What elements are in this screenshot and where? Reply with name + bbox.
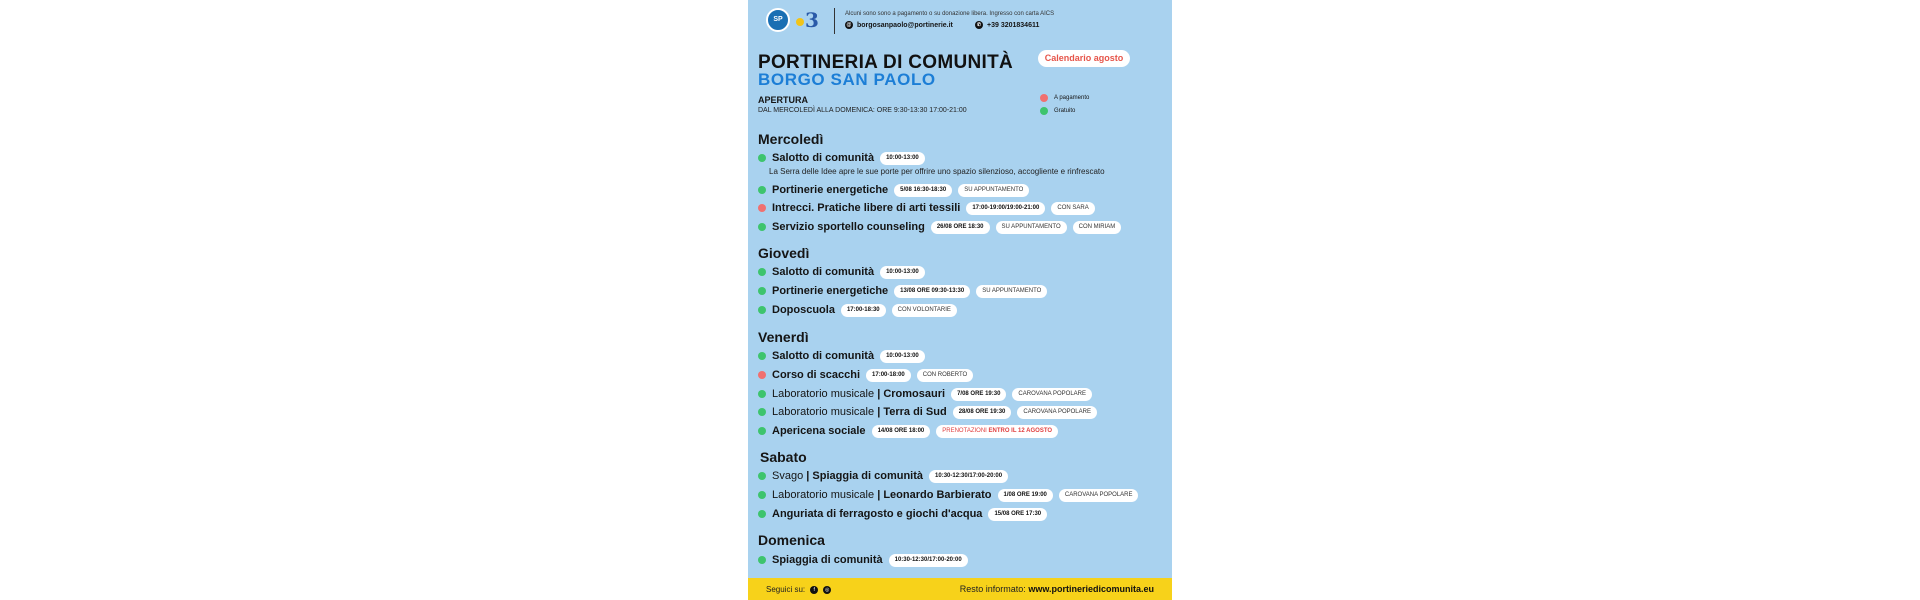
phone-text: +39 3201834611 bbox=[987, 21, 1040, 29]
event-tag: CON MIRIAM bbox=[1073, 221, 1122, 234]
event-row bbox=[758, 201, 1095, 215]
event-time: 10:00-13:00 bbox=[880, 350, 925, 363]
event-name: Portinerie energetiche bbox=[772, 285, 889, 297]
free-dot-icon bbox=[758, 472, 766, 480]
event-row bbox=[758, 183, 1029, 197]
email-contact[interactable] bbox=[845, 21, 953, 29]
event-time: 15/08 ORE 17:30 bbox=[988, 508, 1047, 521]
event-name: Doposcuola bbox=[772, 304, 835, 316]
legend-paid-label: A pagamento bbox=[1054, 95, 1090, 101]
event-time: 10:00-13:00 bbox=[880, 152, 925, 165]
legend-free-label: Gratuito bbox=[1054, 108, 1076, 114]
event-name bbox=[772, 489, 992, 501]
event-row bbox=[758, 488, 1138, 502]
event-row bbox=[758, 284, 1047, 298]
phone-contact[interactable] bbox=[975, 21, 1039, 29]
opening-label: APERTURA bbox=[758, 95, 809, 105]
event-prefix: Laboratorio musicale bbox=[772, 406, 875, 418]
website-info bbox=[960, 584, 1154, 594]
event-time: 17:00-19:00/19:00-21:00 bbox=[966, 202, 1045, 215]
free-dot-icon bbox=[758, 427, 766, 435]
free-dot-icon bbox=[758, 223, 766, 231]
free-dot-icon bbox=[758, 491, 766, 499]
event-time: 10:30-12:30/17:00-20:00 bbox=[889, 554, 968, 567]
event-name: Salotto di comunità bbox=[772, 266, 875, 278]
event-row bbox=[758, 265, 925, 279]
event-row bbox=[758, 469, 1008, 483]
event-row bbox=[758, 553, 968, 567]
free-dot-icon bbox=[758, 556, 766, 564]
event-time: 28/08 ORE 19:30 bbox=[953, 406, 1012, 419]
event-row bbox=[758, 507, 1047, 521]
event-name: Salotto di comunità bbox=[772, 152, 875, 164]
poster-header bbox=[748, 0, 1172, 40]
legend-free bbox=[1040, 107, 1075, 115]
event-title: | Spiaggia di comunità bbox=[806, 470, 924, 482]
free-dot-icon bbox=[758, 408, 766, 416]
free-dot-icon bbox=[758, 154, 766, 162]
opening-hours: DAL MERCOLEDÌ ALLA DOMENICA: ORE 9:30-13:30 17:00-21:00 bbox=[758, 107, 967, 114]
event-poster bbox=[748, 0, 1172, 600]
event-title: | Terra di Sud bbox=[877, 406, 947, 418]
event-title: | Leonardo Barbierato bbox=[877, 489, 992, 501]
free-dot-icon bbox=[758, 287, 766, 295]
event-time: 1/08 ORE 19:00 bbox=[998, 489, 1053, 502]
free-dot-icon bbox=[758, 390, 766, 398]
social-links bbox=[766, 585, 831, 594]
event-time: 7/08 ORE 19:30 bbox=[951, 388, 1006, 401]
free-dot-icon bbox=[758, 510, 766, 518]
day-heading-mercoledi: Mercoledì bbox=[758, 131, 824, 147]
event-row bbox=[758, 368, 973, 382]
event-description: La Serra delle Idee apre le sue porte per offrire uno spazio silenzioso, accogliente e rinfrescato bbox=[769, 167, 1105, 176]
poster-title: PORTINERIA DI COMUNITÀ bbox=[758, 52, 1014, 73]
day-heading-sabato: Sabato bbox=[760, 449, 807, 465]
event-time: 14/08 ORE 18:00 bbox=[872, 425, 931, 438]
event-row bbox=[758, 151, 925, 165]
event-name: Portinerie energetiche bbox=[772, 184, 889, 196]
association-logo: SP bbox=[766, 8, 790, 32]
partner-logo-text: 3 bbox=[805, 8, 819, 32]
instagram-icon[interactable]: ◎ bbox=[824, 586, 830, 593]
event-tag: CON ROBERTO bbox=[917, 369, 973, 382]
website-link[interactable]: www.portineriedicomunita.eu bbox=[1028, 584, 1154, 594]
event-name: Anguriata di ferragosto e giochi d'acqua bbox=[772, 508, 983, 520]
event-tag: CON VOLONTARIE bbox=[892, 304, 957, 317]
legend-paid bbox=[1040, 94, 1089, 102]
email-icon: @ bbox=[846, 22, 852, 28]
event-time: 10:00-13:00 bbox=[880, 266, 925, 279]
event-tag: SU APPUNTAMENTO bbox=[958, 184, 1029, 197]
event-row bbox=[758, 220, 1121, 234]
event-tag: CON SARA bbox=[1051, 202, 1094, 215]
day-heading-domenica: Domenica bbox=[758, 532, 825, 548]
poster-footer bbox=[748, 578, 1172, 600]
event-tag: CAROVANA POPOLARE bbox=[1059, 489, 1139, 502]
poster-subtitle: BORGO SAN PAOLO bbox=[758, 70, 936, 89]
event-tag: SU APPUNTAMENTO bbox=[996, 221, 1067, 234]
event-prefix: Svago bbox=[772, 470, 804, 482]
event-time: 26/08 ORE 18:30 bbox=[931, 221, 990, 234]
event-name bbox=[772, 406, 947, 418]
free-dot-icon bbox=[758, 306, 766, 314]
event-tag: CAROVANA POPOLARE bbox=[1017, 406, 1097, 419]
event-name bbox=[772, 470, 923, 482]
paid-dot-icon bbox=[758, 204, 766, 212]
event-name bbox=[772, 388, 945, 400]
event-time: 17:00-18:30 bbox=[841, 304, 886, 317]
event-time: 17:00-18:00 bbox=[866, 369, 911, 382]
event-row bbox=[758, 349, 925, 363]
pricing-note: Alcuni sono sono a pagamento o su donazione libera. Ingresso con carta AICS bbox=[845, 11, 1055, 17]
booking-tag-label: PRENOTAZIONI bbox=[942, 427, 989, 434]
event-name: Salotto di comunità bbox=[772, 350, 875, 362]
free-dot-icon bbox=[758, 186, 766, 194]
event-name: Spiaggia di comunità bbox=[772, 554, 883, 566]
event-name: Servizio sportello counseling bbox=[772, 221, 925, 233]
email-text: borgosanpaolo@portinerie.it bbox=[857, 21, 953, 29]
facebook-icon[interactable]: f bbox=[810, 586, 818, 594]
free-dot-icon bbox=[1040, 107, 1048, 115]
event-tag: SU APPUNTAMENTO bbox=[976, 285, 1047, 298]
event-name: Corso di scacchi bbox=[772, 369, 861, 381]
header-divider bbox=[834, 8, 835, 34]
day-heading-giovedi: Giovedì bbox=[758, 245, 810, 261]
free-dot-icon bbox=[758, 268, 766, 276]
event-tag: CAROVANA POPOLARE bbox=[1012, 388, 1092, 401]
event-prefix: Laboratorio musicale bbox=[772, 388, 875, 400]
follow-label: Seguici su: bbox=[766, 585, 806, 594]
partner-logo-dot bbox=[796, 18, 804, 26]
event-row bbox=[758, 303, 957, 317]
event-time: 13/08 ORE 09:30-13:30 bbox=[894, 285, 970, 298]
paid-dot-icon bbox=[758, 371, 766, 379]
event-row bbox=[758, 424, 1058, 438]
event-prefix: Laboratorio musicale bbox=[772, 489, 875, 501]
free-dot-icon bbox=[758, 352, 766, 360]
event-time: 5/08 16:30-18:30 bbox=[894, 184, 952, 197]
event-row bbox=[758, 405, 1097, 419]
partner-logo bbox=[796, 6, 826, 34]
event-time: 10:30-12:30/17:00-20:00 bbox=[929, 470, 1008, 483]
website-label: Resto informato: bbox=[959, 584, 1029, 594]
event-name: Apericena sociale bbox=[772, 425, 866, 437]
event-row bbox=[758, 387, 1092, 401]
calendar-badge: Calendario agosto bbox=[1038, 50, 1130, 67]
event-name: Intrecci. Pratiche libere di arti tessili bbox=[772, 202, 961, 214]
day-heading-venerdi: Venerdì bbox=[758, 329, 809, 345]
booking-deadline: ENTRO IL 12 AGOSTO bbox=[988, 427, 1053, 434]
phone-icon: ✆ bbox=[976, 22, 982, 28]
booking-tag bbox=[936, 425, 1058, 438]
event-title: | Cromosauri bbox=[877, 388, 946, 400]
paid-dot-icon bbox=[1040, 94, 1048, 102]
